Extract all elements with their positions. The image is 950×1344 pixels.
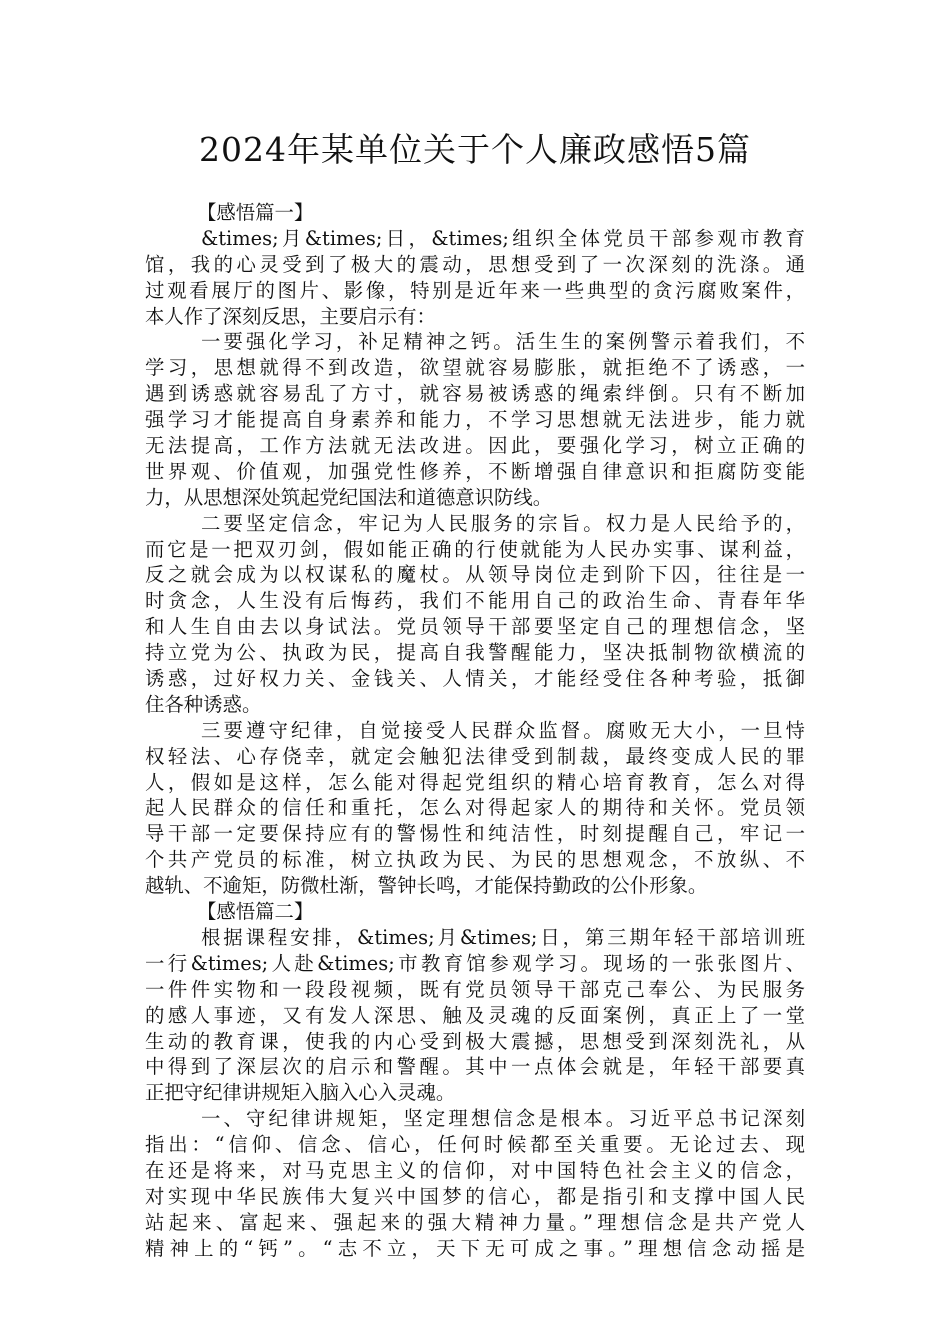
section-heading: 【感悟篇一】 bbox=[197, 201, 314, 224]
text-line: 导干部一定要保持应有的警惕性和纯洁性，时刻提醒自己，牢记一 bbox=[145, 822, 805, 846]
text-line: 无法提高，工作方法就无法改进。因此，要强化学习，树立正确的 bbox=[145, 434, 805, 458]
document-body bbox=[145, 200, 805, 1262]
text-line: 在还是将来，对马克思主义的信仰，对中国特色社会主义的信念， bbox=[145, 1158, 805, 1182]
text-line: 起人民群众的信任和重托，怎么对得起家人的期待和关怀。党员领 bbox=[145, 796, 805, 820]
text-line: 越轨、不逾矩，防微杜渐，警钟长鸣，才能保持勤政的公仆形象。 bbox=[145, 874, 708, 898]
text-line: 遇到诱惑就容易乱了方寸，就容易被诱惑的绳索绊倒。只有不断加 bbox=[145, 382, 805, 406]
text-line: 诱惑，过好权力关、金钱关、人情关，才能经受住各种考验，抵御 bbox=[145, 667, 805, 691]
text-line: 指出：“信仰、信念、信心，任何时候都至关重要。无论过去、现 bbox=[145, 1133, 805, 1157]
text-line: 学习，思想就得不到改造，欲望就容易膨胀，就拒绝不了诱惑，一 bbox=[145, 356, 805, 380]
text-line: 持立党为公、执政为民，提高自我警醒能力，坚决抵制物欲横流的 bbox=[145, 641, 805, 665]
text-line: 一、守纪律讲规矩，坚定理想信念是根本。习近平总书记深刻 bbox=[201, 1107, 805, 1131]
text-line: &times;月&times;日，&times;组织全体党员干部参观市教育 bbox=[201, 226, 805, 250]
text-line: 一要强化学习，补足精神之钙。活生生的案例警示着我们，不 bbox=[201, 330, 805, 354]
text-line: 反之就会成为以权谋私的魔杖。从领导岗位走到阶下囚，往往是一 bbox=[145, 563, 805, 587]
text-line: 和人生自由去以身试法。党员领导干部要坚定自己的理想信念，坚 bbox=[145, 615, 805, 639]
text-line: 时贪念，人生没有后悔药，我们不能用自己的政治生命、青春年华 bbox=[145, 589, 805, 613]
text-line: 强学习才能提高自身素养和能力，不学习思想就无法进步，能力就 bbox=[145, 408, 805, 432]
text-line: 本人作了深刻反思，主要启示有： bbox=[145, 304, 436, 328]
text-line: 馆，我的心灵受到了极大的震动，思想受到了一次深刻的洗涤。通 bbox=[145, 252, 805, 276]
text-line: 二要坚定信念，牢记为人民服务的宗旨。权力是人民给予的， bbox=[201, 511, 805, 535]
text-line: 生动的教育课，使我的内心受到极大震撼，思想受到深刻洗礼，从 bbox=[145, 1029, 805, 1053]
text-line: 而它是一把双刃剑，假如能正确的行使就能为人民办实事、谋利益， bbox=[145, 537, 805, 561]
text-line: 权轻法、心存侥幸，就定会触犯法律受到制裁，最终变成人民的罪 bbox=[145, 744, 805, 768]
text-line: 正把守纪律讲规矩入脑入心入灵魂。 bbox=[145, 1081, 456, 1105]
text-line: 一行&times;人赴&times;市教育馆参观学习。现场的一张张图片、 bbox=[145, 951, 805, 975]
document-title: 2024年某单位关于个人廉政感悟5篇 bbox=[199, 130, 751, 169]
text-line: 的感人事迹，又有发人深思、触及灵魂的反面案例，真正上了一堂 bbox=[145, 1003, 805, 1027]
text-line: 人，假如是这样，怎么能对得起党组织的精心培育教育，怎么对得 bbox=[145, 770, 805, 794]
text-line: 三要遵守纪律，自觉接受人民群众监督。腐败无大小，一旦恃 bbox=[201, 718, 805, 742]
text-line: 力，从思想深处筑起党纪国法和道德意识防线。 bbox=[145, 485, 553, 509]
text-line: 住各种诱惑。 bbox=[145, 692, 262, 716]
text-line: 站起来、富起来、强起来的强大精神力量。”理想信念是共产党人 bbox=[145, 1210, 805, 1234]
text-line: 根据课程安排，&times;月&times;日，第三期年轻干部培训班 bbox=[201, 925, 805, 949]
text-line: 个共产党员的标准，树立执政为民、为民的思想观念，不放纵、不 bbox=[145, 848, 805, 872]
text-line: 过观看展厅的图片、影像，特别是近年来一些典型的贪污腐败案件， bbox=[145, 278, 805, 302]
text-line: 精神上的“钙”。“志不立，天下无可成之事。”理想信念动摇是 bbox=[145, 1236, 805, 1260]
text-line: 一件件实物和一段段视频，既有党员领导干部克己奉公、为民服务 bbox=[145, 977, 805, 1001]
text-line: 世界观、价值观，加强党性修养，不断增强自律意识和拒腐防变能 bbox=[145, 459, 805, 483]
section-heading: 【感悟篇二】 bbox=[197, 900, 314, 924]
text-line: 对实现中华民族伟大复兴中国梦的信心，都是指引和支撑中国人民 bbox=[145, 1184, 805, 1208]
text-line: 中得到了深层次的启示和警醒。其中一点体会就是，年轻干部要真 bbox=[145, 1055, 805, 1079]
